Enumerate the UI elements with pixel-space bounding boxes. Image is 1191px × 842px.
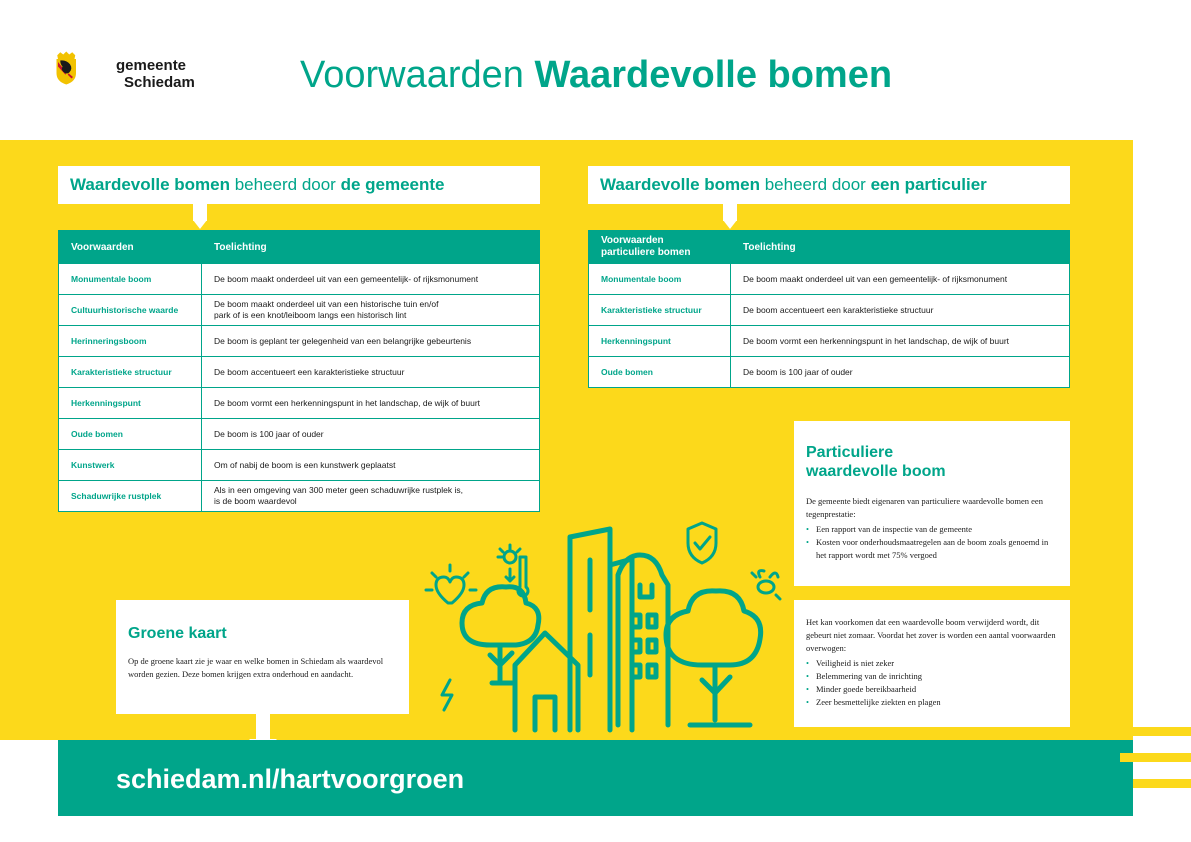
heading-pointer [193, 203, 207, 221]
footer-url-link[interactable]: schiedam.nl/hartvoorgroen [116, 764, 465, 794]
footer-stripe [1133, 779, 1191, 788]
row-value: De boom vormt een herkenningspunt in het landschap, de wijk of buurt [731, 326, 1070, 357]
col-voorwaarden: Voorwaarden [59, 231, 202, 264]
row-value: De boom vormt een herkenningspunt in het landschap, de wijk of buurt [202, 388, 540, 419]
list-item: • Veiligheid is niet zeker [816, 657, 1058, 670]
title-bold: Waardevolle bomen [534, 54, 893, 96]
row-value: De boom accentueert een karakteristieke structuur [202, 357, 540, 388]
page-title [300, 52, 892, 98]
groene-kaart-text: Op de groene kaart zie je waar en welke bomen in Schiedam als waardevol worden gezien. Deze bomen krijgen extra onderhoud en aandacht. [128, 656, 384, 679]
col-toelichting: Toelichting [202, 231, 540, 264]
row-key: Kunstwerk [59, 450, 202, 481]
particuliere-intro: De gemeente biedt eigenaren van particuliere waardevolle bomen een tegenprestatie: [806, 496, 1043, 519]
row-key: Monumentale boom [589, 264, 731, 295]
row-key: Herinneringsboom [59, 326, 202, 357]
logo-line-2: Schiedam [124, 74, 195, 91]
row-value: De boom is 100 jaar of ouder [731, 357, 1070, 388]
row-key: Oude bomen [589, 357, 731, 388]
heading-bold-2: de gemeente [340, 175, 445, 194]
heading-bold-2: een particulier [870, 175, 987, 194]
list-item: • Belemmering van de inrichting [816, 670, 1058, 683]
row-value: De boom is 100 jaar of ouder [202, 419, 540, 450]
row-value: De boom maakt onderdeel uit van een gemeentelijk- of rijksmonument [731, 264, 1070, 295]
title-line-2: waardevolle boom [806, 463, 946, 480]
row-value: Om of nabij de boom is een kunstwerk geplaatst [202, 450, 540, 481]
col-voorwaarden-particulier [589, 231, 731, 264]
particuliere-title [806, 443, 1058, 481]
groene-kaart-title: Groene kaart [128, 625, 227, 642]
row-key: Herkenningspunt [589, 326, 731, 357]
removal-list [806, 657, 1058, 709]
table-row [589, 264, 1070, 295]
title-line-1: Particuliere [806, 444, 894, 461]
row-value-line-1: De boom maakt onderdeel uit van een historische tuin en/of [214, 299, 439, 309]
col-line-2: particuliere bomen [601, 247, 691, 258]
lion-shield-icon [57, 59, 77, 85]
heading-pointer [723, 203, 737, 221]
removal-box [794, 600, 1070, 727]
removal-intro: Het kan voorkomen dat een waardevolle boom verwijderd wordt, dit gebeurt niet zomaar. Voordat het zover is worden een aantal voorwaarden overwogen: [806, 617, 1056, 653]
row-value [202, 481, 540, 512]
particuliere-box [794, 421, 1070, 586]
row-key: Cultuurhistorische waarde [59, 295, 202, 326]
row-value: De boom maakt onderdeel uit van een gemeentelijk- of rijksmonument [202, 264, 540, 295]
table-row [59, 357, 540, 388]
row-value-line-1: Als in een omgeving van 300 meter geen schaduwrijke rustplek is, [214, 485, 463, 495]
list-item: • Kosten voor onderhoudsmaatregelen aan de boom zoals genoemd in het rapport wordt met 75% vergoed [816, 536, 1058, 562]
row-value-line-2: park of is een knot/leiboom langs een historisch lint [214, 310, 407, 320]
heading-bold-1: Waardevolle bomen [600, 175, 760, 194]
table-row [589, 295, 1070, 326]
row-key: Karakteristieke structuur [59, 357, 202, 388]
table-row [59, 388, 540, 419]
shield-check-icon [688, 523, 716, 563]
table-row [59, 481, 540, 512]
table-row [59, 295, 540, 326]
table-row [59, 450, 540, 481]
logo-line-1: gemeente [116, 57, 187, 74]
table-row [59, 419, 540, 450]
left-section-heading [58, 166, 540, 204]
footer-stripe [1120, 727, 1191, 736]
left-conditions-table [58, 230, 540, 512]
heading-bold-1: Waardevolle bomen [70, 175, 230, 194]
list-item: • Zeer besmettelijke ziekten en plagen [816, 696, 1058, 709]
table-row [589, 326, 1070, 357]
col-toelichting: Toelichting [731, 231, 1070, 264]
table-row [59, 326, 540, 357]
table-row [589, 357, 1070, 388]
title-light: Voorwaarden [300, 54, 524, 96]
heading-mid: beheerd door [234, 175, 336, 194]
row-value: De boom is geplant ter gelegenheid van een belangrijke gebeurtenis [202, 326, 540, 357]
right-conditions-table [588, 230, 1070, 388]
logo-wordmark [116, 57, 195, 91]
particuliere-list [806, 523, 1058, 562]
table-row [59, 264, 540, 295]
row-value-line-2: is de boom waardevol [214, 496, 297, 506]
groene-kaart-box [116, 600, 409, 714]
building-icon [570, 529, 668, 730]
row-key: Monumentale boom [59, 264, 202, 295]
bee-icon [752, 571, 780, 599]
city-trees-illustration [420, 515, 790, 740]
list-item: • Een rapport van de inspectie van de gemeente [816, 523, 1058, 536]
row-key: Schaduwrijke rustplek [59, 481, 202, 512]
list-item: • Minder goede bereikbaarheid [816, 683, 1058, 696]
heading-mid: beheerd door [764, 175, 866, 194]
row-key: Herkenningspunt [59, 388, 202, 419]
row-key: Oude bomen [59, 419, 202, 450]
heart-sun-icon [426, 565, 476, 603]
row-value [202, 295, 540, 326]
gemeente-schiedam-logo [55, 24, 115, 112]
row-key: Karakteristieke structuur [589, 295, 731, 326]
crown-icon [57, 52, 75, 60]
lightning-icon [442, 680, 452, 710]
footer-stripe [1120, 753, 1191, 762]
col-line-1: Voorwaarden [601, 235, 664, 246]
right-section-heading [588, 166, 1070, 204]
row-value: De boom accentueert een karakteristieke structuur [731, 295, 1070, 326]
